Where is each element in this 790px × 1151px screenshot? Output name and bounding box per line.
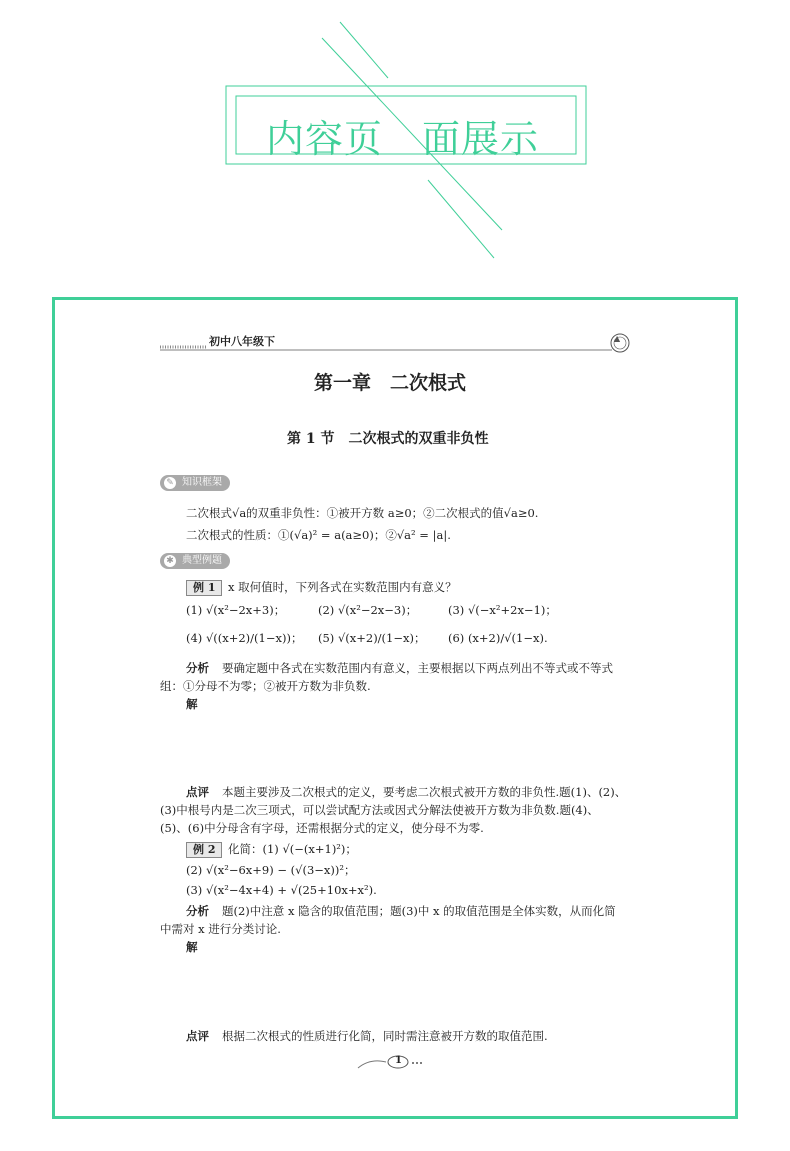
lightbulb-icon: ✱ [164,555,176,567]
example-1-comment-label: 点评 [186,785,209,799]
page-frame [52,297,738,1119]
banner-title: 内容页 面展示 [266,117,540,161]
example-2-solution-label: 解 [186,940,198,954]
example-2-analysis-2: 中需对 x 进行分类讨论. [160,922,281,936]
knowledge-badge: ✎ 知识框架 [160,475,230,491]
example-2-q3: (3) √(x²−4x+4) + √(25+10x+x²). [186,883,377,897]
section-title: 第 1 节 二次根式的双重非负性 [287,431,489,447]
emblem-icon: ▲ [614,334,621,343]
example-1-comment-3: (5)、(6)中分母含有字母，还需根据分式的定义，使分母不为零. [160,821,484,835]
example-1-item-4: (4) √((x+2)/(1−x))； [186,631,303,645]
example-1-comment-1: 本题主要涉及二次根式的定义，要考虑二次根式被开方数的非负性.题(1)、(2)、 [222,785,627,799]
example-1-analysis-label: 分析 [186,661,209,675]
example-1-tag: 例 1 [186,580,222,596]
example-1-solution-label: 解 [186,697,198,711]
examples-badge: ✱ 典型例题 [160,553,230,569]
chapter-title: 第一章 二次根式 [314,372,467,394]
example-2-q1: 化简：(1) √(−(x+1)²)； [228,842,357,856]
header-grade: 初中八年级下 [209,335,275,348]
example-1-item-2: (2) √(x²−2x−3)； [318,603,418,617]
example-1-item-5: (5) √(x+2)/(1−x)； [318,631,426,645]
knowledge-line-2: 二次根式的性质：①(√a)² = a(a≥0)；②√a² = |a|. [186,528,451,542]
example-1-item-1: (1) √(x²−2x+3)； [186,603,286,617]
example-2-comment-label: 点评 [186,1029,209,1043]
page-number: 1 [395,1055,402,1066]
example-1-item-6: (6) (x+2)/√(1−x). [448,631,548,645]
example-1-question: x 取何值时，下列各式在实数范围内有意义？ [228,580,457,594]
leaf-icon: ✎ [164,477,176,489]
example-2-analysis-1: 题(2)中注意 x 隐含的取值范围；题(3)中 x 的取值范围是全体实数，从而化简 [222,904,616,918]
example-1-analysis-2: 组：①分母不为零；②被开方数为非负数. [160,679,371,693]
example-1-comment-2: (3)中根号内是二次三项式，可以尝试配方法或因式分解法使被开方数为非负数.题(4)、 [160,803,599,817]
example-2-analysis-label: 分析 [186,904,209,918]
example-2-q2: (2) √(x²−6x+9) − (√(3−x))²； [186,863,356,877]
knowledge-line-1: 二次根式√a的双重非负性：①被开方数 a≥0；②二次根式的值√a≥0. [186,506,539,520]
example-2-comment: 根据二次根式的性质进行化简，同时需注意被开方数的取值范围. [222,1029,548,1043]
example-1-item-3: (3) √(−x²+2x−1)； [448,603,557,617]
example-2-tag: 例 2 [186,842,222,858]
example-1-analysis-1: 要确定题中各式在实数范围内有意义，主要根据以下两点列出不等式或不等式 [222,661,613,675]
